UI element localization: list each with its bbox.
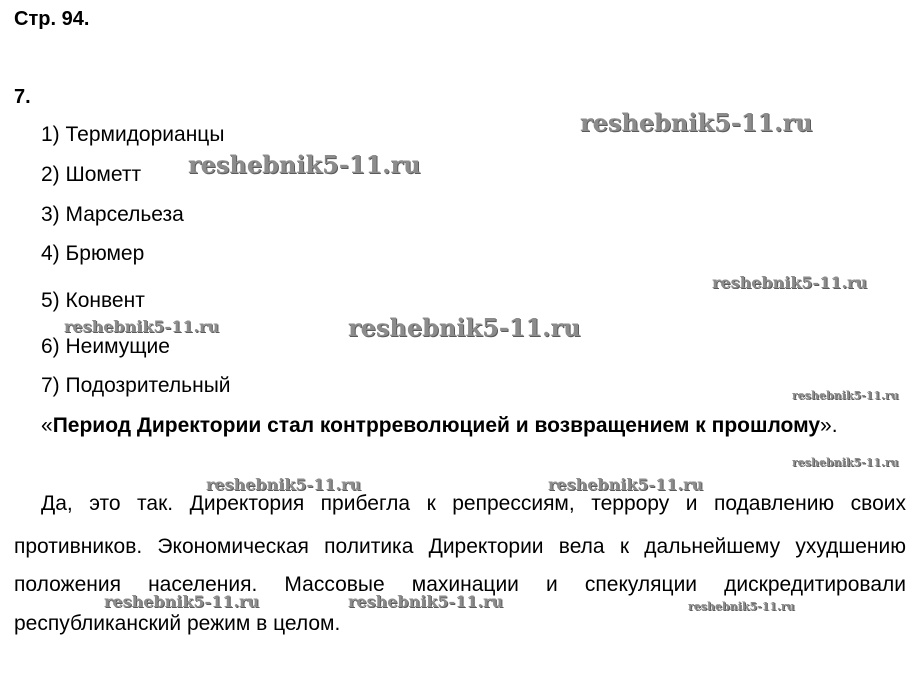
quote-text: Период Директории стал контрреволюцией и возвращением к прошлому (52, 414, 821, 437)
answer-item: 7) Подозрительный (41, 374, 231, 397)
answer-item: 2) Шометт (41, 163, 142, 186)
answer-item: 5) Конвент (41, 289, 145, 312)
task-number: 7. (14, 86, 31, 108)
answer-item: 4) Брюмер (41, 242, 145, 265)
watermark: reshebnik5-11.ru (206, 475, 362, 494)
watermark: reshebnik5-11.ru (188, 150, 421, 179)
paragraph-line: Да, это так. Директория прибегла к репрессиям, террору и подавлению своих (41, 492, 906, 515)
watermark: reshebnik5-11.ru (712, 273, 868, 292)
watermark: reshebnik5-11.ru (64, 317, 220, 336)
watermark: reshebnik5-11.ru (792, 456, 899, 469)
quote-open: « (41, 414, 53, 437)
watermark: reshebnik5-11.ru (348, 313, 581, 342)
watermark: reshebnik5-11.ru (688, 600, 795, 613)
answer-item: 6) Неимущие (41, 335, 170, 358)
watermark: reshebnik5-11.ru (792, 389, 899, 402)
paragraph-line: положения населения. Массовые махинации и спекуляции дискредитировали (14, 573, 906, 596)
watermark: reshebnik5-11.ru (348, 592, 504, 611)
answer-item: 1) Термидорианцы (41, 123, 225, 146)
paragraph-line: республиканский режим в целом. (14, 612, 341, 635)
quote-line (41, 414, 838, 438)
answer-item: 3) Марсельеза (41, 203, 184, 226)
watermark: reshebnik5-11.ru (548, 475, 704, 494)
watermark: reshebnik5-11.ru (104, 592, 260, 611)
watermark: reshebnik5-11.ru (580, 108, 813, 137)
paragraph-line: противников. Экономическая политика Директории вела к дальнейшему ухудшению (14, 535, 906, 558)
page-number: Стр. 94. (14, 8, 90, 30)
quote-close: ». (820, 414, 838, 437)
